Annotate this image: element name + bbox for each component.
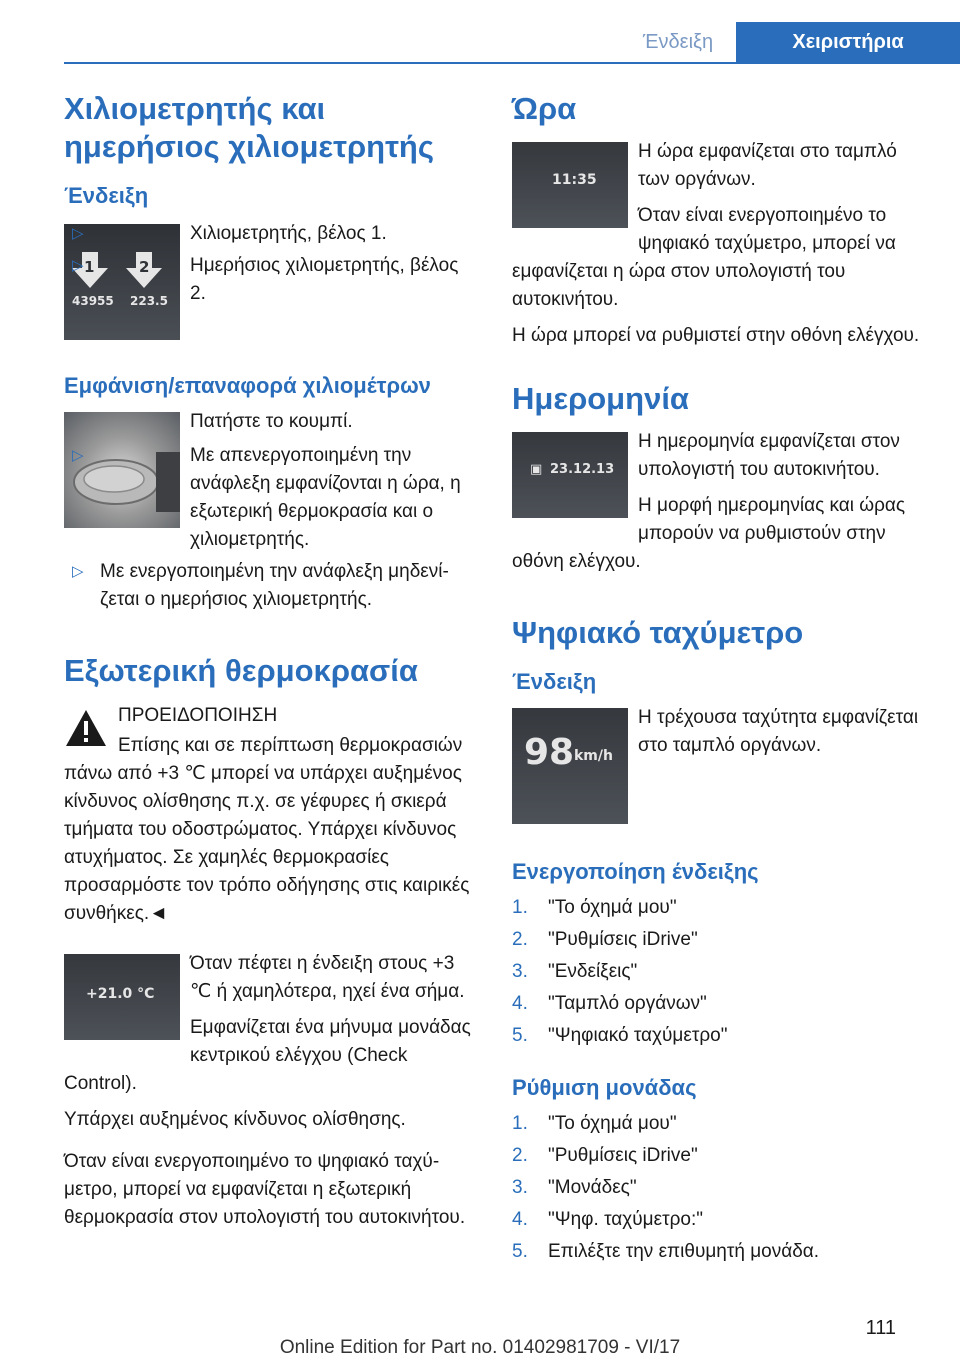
warning-text: Επίσης και σε περίπτωση θερμοκρασιών πάνω από +3 ℃ μπορεί να υπάρχει αυξημένος κίνδυνος ολίσθησης π.χ. σε γέφυρες ή σκιερά τμήματα του οδοστρώματος. Υπάρχει κίνδυνος ατυχήματος. Σε χαμηλές θερμοκρασίες προσαρμόστε τον τρόπο οδήγησης στις καιρικές συνθήκες.◄ [64, 735, 470, 924]
warning-block [64, 702, 476, 928]
left-column [64, 90, 476, 1232]
speed-display-image [512, 708, 628, 824]
temp-paragraph-3: Υπάρχει αυξημένος κίνδυνος ολίσθησης. [64, 1109, 406, 1130]
temp-paragraph-4: Όταν είναι ενεργοποιημένο το ψηφιακό ταχύμετρο, μπορεί να εμφανίζεται η εξωτερική θερμοκρασία στον υπολογιστή του αυτοκινήτου. [64, 1151, 466, 1228]
display-reset-title: Εμφάνιση/επαναφορά χιλιομέτρων [64, 373, 431, 398]
calendar-icon: ▣ [530, 462, 543, 477]
time-paragraph-2: Όταν είναι ενεργοποιημένο το ψηφιακό ταχύμετρο, μπορεί να εμφανίζεται η ώρα στον υπολογιστή του αυτοκινήτου. [512, 205, 896, 310]
date-paragraph-2: Η μορφή ημερομηνίας και ώρας μπορούν να ρυθμιστούν στην οθόνη ελέγχου. [512, 495, 906, 572]
odometer-title: Χιλιομετρητής και ημερήσιος χιλιομετρητής [64, 91, 434, 164]
list-item: 3. "Μονάδες" [512, 1177, 637, 1198]
warning-label: ΠΡΟΕΙΔΟΠΟΙΗΣΗ [118, 705, 278, 726]
list-item: 4. "Ταμπλό οργάνων" [512, 993, 707, 1014]
speedo-paragraph-1: Η τρέχουσα ταχύτητα εμφανίζεται στο ταμπλό οργάνων. [638, 707, 919, 756]
date-section [512, 428, 928, 576]
time-paragraph-1: Η ώρα εμφανίζεται στο ταμπλό των οργάνων. [638, 141, 897, 190]
speed-display-unit: km/h [574, 748, 613, 764]
arrow-2-label: 2 [139, 258, 150, 276]
unit-title: Ρύθμιση μονάδας [512, 1075, 697, 1100]
page-number: 111 [865, 1317, 896, 1339]
temp-paragraph-1: Όταν πέφτει η ένδειξη στους +3 ℃ ή χαμηλότερα, ηχεί ένα σήμα. [190, 953, 465, 1002]
triangle-bullet-icon: ▷ [72, 447, 84, 464]
header-tabs [620, 22, 960, 62]
speedo-title: Ψηφιακό ταχύμετρο [512, 615, 804, 650]
list-item: 2. "Ρυθμίσεις iDrive" [512, 1145, 698, 1166]
speed-display-value: 98 [524, 732, 575, 773]
display-reset-section [64, 408, 476, 614]
list-item: 2. "Ρυθμίσεις iDrive" [512, 929, 698, 950]
edition-footer: Online Edition for Part no. 01402981709 - VI/17 [279, 1337, 681, 1358]
tab-index[interactable]: Ένδειξη [642, 31, 714, 53]
list-item: 5. Επιλέξτε την επιθυμητή μονάδα. [512, 1241, 820, 1262]
odometer-subtitle: Ένδειξη [64, 183, 149, 208]
list-item: 5. "Ψηφιακό ταχύμετρο" [512, 1025, 728, 1046]
unit-steps [512, 1108, 928, 1268]
press-button-text: Πατήστε το κουμπί. [190, 411, 353, 432]
temp-display-image [64, 954, 180, 1040]
date-title: Ημερομηνία [512, 381, 689, 416]
warning-icon [64, 708, 108, 748]
temp-section [64, 950, 476, 1232]
arrow-1-label: 1 [84, 258, 95, 276]
display-bullet-2: ▷ Με ενεργοποιημένη την ανάφλεξη μηδενίζεται ο ημερήσιος χιλιομετρητής. [64, 558, 476, 614]
triangle-bullet-icon: ▷ [72, 257, 84, 274]
triangle-bullet-icon: ▷ [72, 225, 84, 242]
trip-value: 223.5 [130, 294, 168, 308]
time-display-value: 11:35 [552, 172, 597, 188]
display-bullet-1: ▷ Με απενεργοποιημένη την ανάφλεξη εμφανίζονται η ώρα, η εξωτερική θερμοκρασία και ο χιλιομετρητής. [64, 442, 476, 554]
time-paragraph-3: Η ώρα μπορεί να ρυθμιστεί στην οθόνη ελέγχου. [512, 325, 920, 346]
list-item: 1. "Το όχημά μου" [512, 1113, 677, 1134]
temp-paragraph-2: Εμφανίζεται ένα μήνυμα μονάδας κεντρικού ελέγχου (Check Control). [64, 1017, 471, 1094]
outside-temp-title: Εξωτερική θερμοκρασία [64, 653, 418, 688]
odometer-bullet-1: ▷ Χιλιομετρητής, βέλος 1. [64, 220, 476, 248]
date-paragraph-1: Η ημερομηνία εμφανίζεται στον υπολογιστή του αυτοκινήτου. [638, 431, 900, 480]
temp-display-value: +21.0 °C [86, 986, 155, 1002]
date-display-value: 23.12.13 [550, 462, 615, 477]
right-column [512, 90, 928, 1268]
header-rule [64, 62, 960, 64]
list-item: 3. "Ενδείξεις" [512, 961, 638, 982]
odometer-section [64, 220, 476, 352]
date-display-image [512, 432, 628, 518]
time-title: Ώρα [512, 91, 577, 126]
speedo-section [512, 704, 928, 836]
speedo-subtitle: Ένδειξη [512, 669, 597, 694]
time-section [512, 138, 928, 350]
activate-title: Ενεργοποίηση ένδειξης [512, 859, 759, 884]
triangle-bullet-icon: ▷ [72, 563, 84, 580]
list-item: 1. "Το όχημά μου" [512, 897, 677, 918]
odometer-bullet-2: ▷ Ημερήσιος χιλιομετρητής, βέλος 2. [64, 252, 476, 308]
tab-controls[interactable]: Χειριστήρια [736, 22, 960, 62]
list-item: 4. "Ψηφ. ταχύμετρο:" [512, 1209, 703, 1230]
activate-steps [512, 892, 928, 1052]
odometer-value: 43955 [72, 294, 114, 308]
time-display-image [512, 142, 628, 228]
